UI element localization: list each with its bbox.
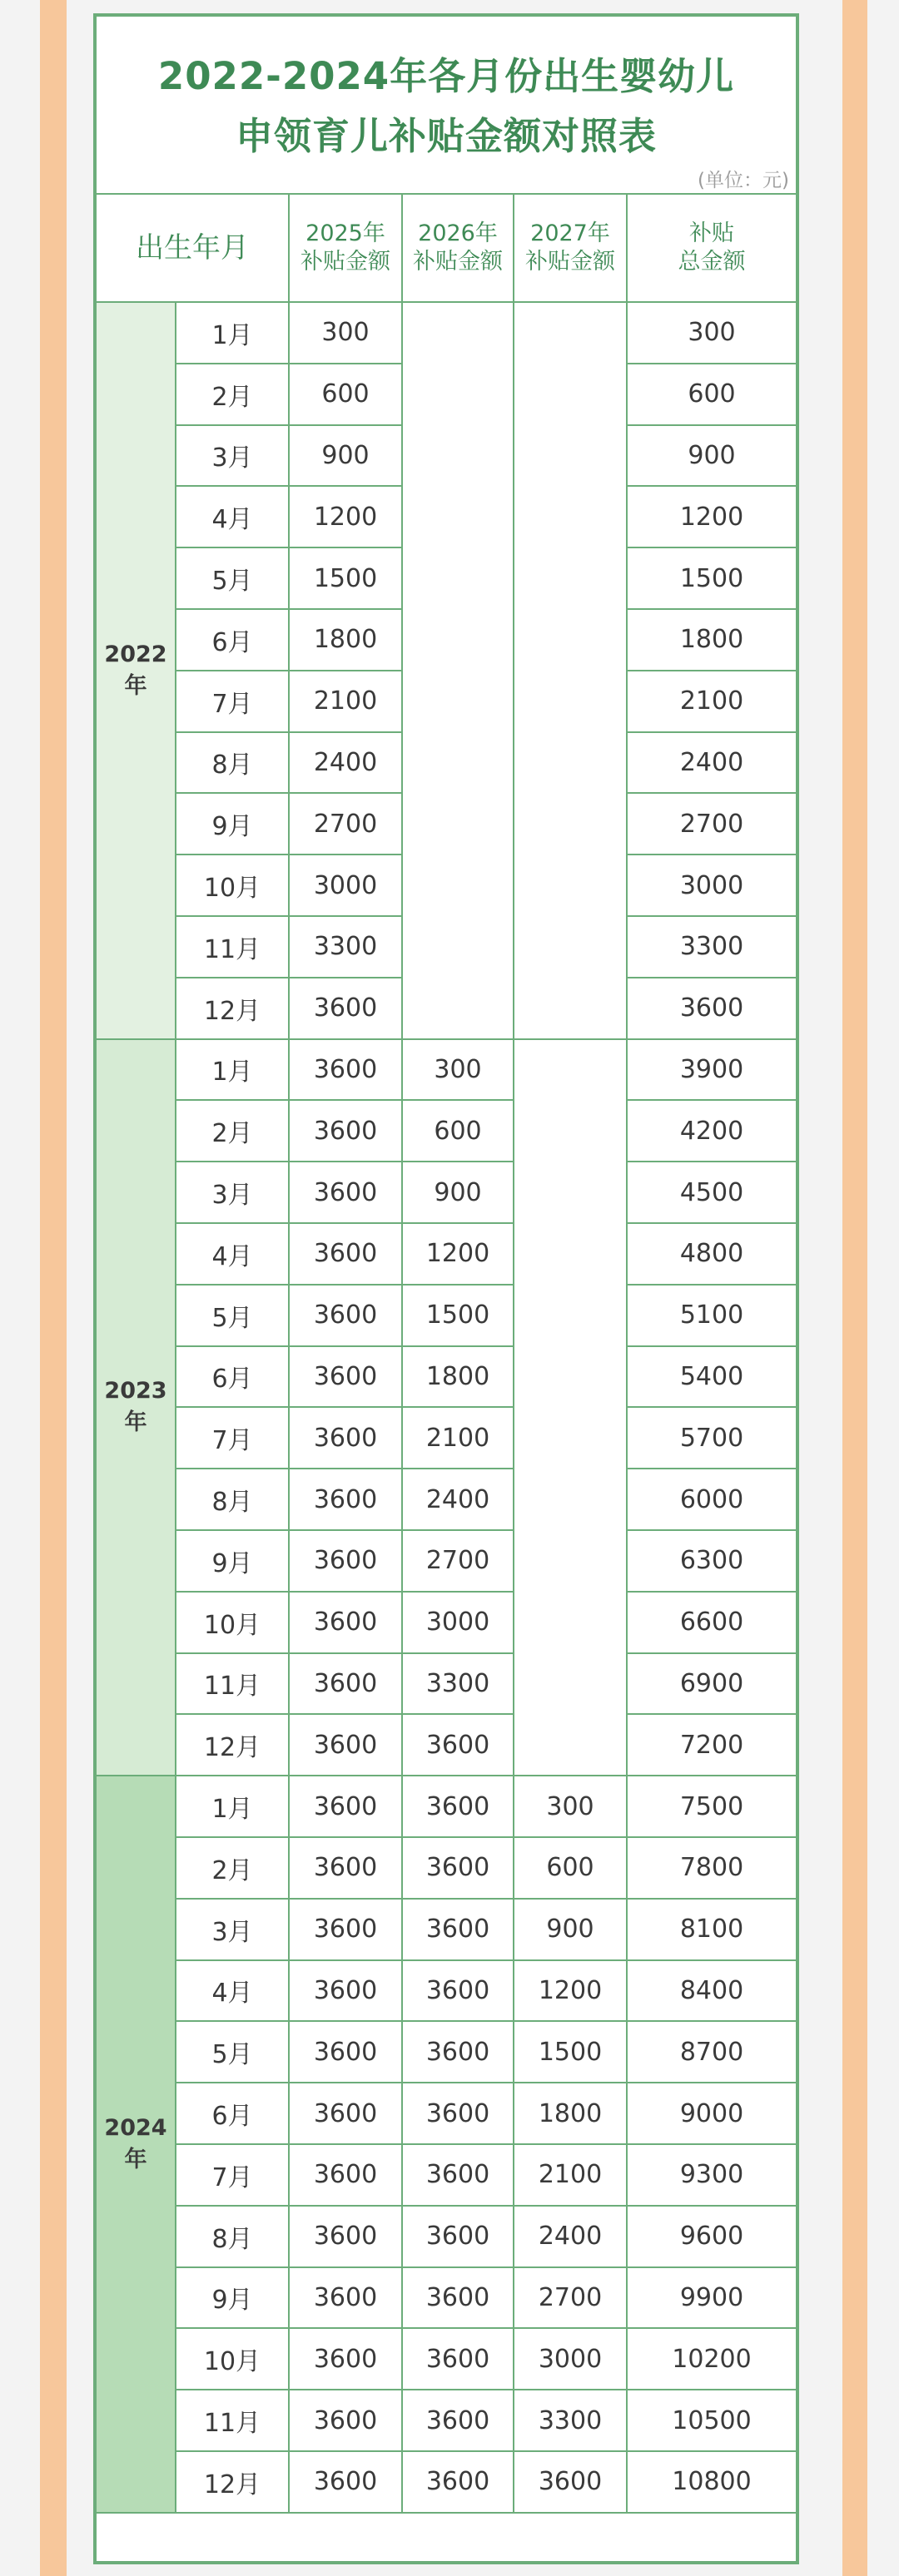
month-cell: 3月 [176,1900,290,1961]
value-2027: 600 [514,1838,628,1900]
value-2026: 3600 [403,2022,514,2083]
value-total: 600 [628,364,796,426]
value-2025: 3300 [290,917,403,978]
value-total: 8400 [628,1961,796,2023]
value-total: 5400 [628,1347,796,1409]
value-2026: 2400 [403,1469,514,1531]
year-label-text: 年 [124,1409,147,1436]
right-decor-band [842,0,867,2576]
value-2025: 3600 [290,1040,403,1102]
year-label-2022 [97,303,176,1040]
value-total: 8100 [628,1900,796,1961]
value-total: 6300 [628,1531,796,1593]
value-total: 1500 [628,548,796,610]
month-cell: 6月 [176,2083,290,2145]
month-cell: 1月 [176,1776,290,1838]
value-2025: 3600 [290,1776,403,1838]
value-2025: 3600 [290,2207,403,2268]
month-cell: 12月 [176,1715,290,1776]
value-2026: 3600 [403,2452,514,2514]
month-cell: 9月 [176,2268,290,2330]
header-2026 [403,195,514,303]
month-cell: 1月 [176,303,290,364]
value-2027: 2100 [514,2145,628,2207]
year-label-2023 [97,1040,176,1777]
empty-2026-block [403,303,514,1040]
value-2025: 3600 [290,2145,403,2207]
value-2026: 3600 [403,2207,514,2268]
header-line: 补贴金额 [300,249,390,275]
header-line: 2026年 [418,220,498,246]
value-2025: 3600 [290,1224,403,1286]
value-2027: 3000 [514,2329,628,2390]
value-2026: 300 [403,1040,514,1102]
title-line-2: 申领育儿补贴金额对照表 [235,114,657,158]
value-total: 4800 [628,1224,796,1286]
month-cell: 1月 [176,1040,290,1102]
value-total: 6600 [628,1593,796,1654]
month-cell: 4月 [176,487,290,548]
value-total: 7800 [628,1838,796,1900]
value-total: 8700 [628,2022,796,2083]
value-2026: 3300 [403,1654,514,1716]
value-2027: 3300 [514,2390,628,2452]
value-total: 3000 [628,855,796,917]
unit-label: (单位：元) [698,170,789,191]
value-total: 10200 [628,2329,796,2390]
subsidy-card [93,13,799,2564]
month-cell: 8月 [176,733,290,795]
value-2025: 3600 [290,2452,403,2514]
value-2025: 3600 [290,1593,403,1654]
value-total: 7200 [628,1715,796,1776]
value-2026: 3600 [403,2083,514,2145]
value-2025: 1500 [290,548,403,610]
month-cell: 9月 [176,794,290,855]
value-2026: 2100 [403,1408,514,1469]
month-cell: 2月 [176,1101,290,1162]
value-total: 5100 [628,1286,796,1347]
value-2026: 3600 [403,1961,514,2023]
value-total: 10500 [628,2390,796,2452]
month-cell: 6月 [176,610,290,671]
month-cell: 7月 [176,671,290,733]
value-2027: 2400 [514,2207,628,2268]
month-cell: 7月 [176,1408,290,1469]
left-decor-band [40,0,67,2576]
value-2025: 300 [290,303,403,364]
value-2027: 1200 [514,1961,628,2023]
value-2027: 2700 [514,2268,628,2330]
header-line: 2025年 [305,220,385,246]
value-2025: 3600 [290,1838,403,1900]
value-2026: 1500 [403,1286,514,1347]
year-label-text: 2022 [104,641,167,667]
value-2026: 3600 [403,2145,514,2207]
month-cell: 10月 [176,2329,290,2390]
month-cell: 8月 [176,1469,290,1531]
value-total: 9300 [628,2145,796,2207]
page-title [97,47,796,166]
month-cell: 5月 [176,548,290,610]
value-2025: 1800 [290,610,403,671]
month-cell: 4月 [176,1961,290,2023]
month-cell: 2月 [176,364,290,426]
month-cell: 3月 [176,426,290,488]
header-birth-month: 出生年月 [97,195,290,303]
value-2025: 3600 [290,1347,403,1409]
value-2027: 1800 [514,2083,628,2145]
value-2025: 1200 [290,487,403,548]
value-2025: 3000 [290,855,403,917]
value-total: 4500 [628,1162,796,1224]
value-2025: 3600 [290,1162,403,1224]
header-line: 补贴金额 [525,249,615,275]
value-total: 3900 [628,1040,796,1102]
value-2025: 2100 [290,671,403,733]
value-total: 2400 [628,733,796,795]
value-2025: 2400 [290,733,403,795]
month-cell: 7月 [176,2145,290,2207]
year-label-text: 年 [124,2146,147,2172]
value-total: 6000 [628,1469,796,1531]
month-cell: 11月 [176,2390,290,2452]
year-label-2024 [97,1776,176,2514]
header-total [628,195,796,303]
value-total: 9600 [628,2207,796,2268]
value-2025: 3600 [290,978,403,1040]
month-cell: 3月 [176,1162,290,1224]
value-2026: 1800 [403,1347,514,1409]
value-2026: 2700 [403,1531,514,1593]
value-total: 5700 [628,1408,796,1469]
value-total: 300 [628,303,796,364]
month-cell: 6月 [176,1347,290,1409]
month-cell: 2月 [176,1838,290,1900]
value-2025: 3600 [290,1286,403,1347]
title-line-1: 2022-2024年各月份出生婴幼儿 [157,54,735,98]
value-2025: 3600 [290,2268,403,2330]
year-label-text: 2023 [104,1378,167,1404]
value-total: 4200 [628,1101,796,1162]
value-total: 2700 [628,794,796,855]
month-cell: 5月 [176,2022,290,2083]
value-2025: 3600 [290,1408,403,1469]
subsidy-table [97,193,796,2566]
value-2026: 3600 [403,1838,514,1900]
value-2026: 3600 [403,1715,514,1776]
month-cell: 5月 [176,1286,290,1347]
value-2026: 3600 [403,2268,514,2330]
header-line: 总金额 [678,249,746,275]
value-2025: 600 [290,364,403,426]
value-2027: 900 [514,1900,628,1961]
value-2026: 1200 [403,1224,514,1286]
value-2025: 3600 [290,1654,403,1716]
year-label-text: 年 [124,672,147,699]
value-2026: 600 [403,1101,514,1162]
value-2026: 3600 [403,1776,514,1838]
value-total: 9900 [628,2268,796,2330]
value-2026: 3600 [403,2390,514,2452]
value-total: 1200 [628,487,796,548]
header-2025 [290,195,403,303]
value-2027: 1500 [514,2022,628,2083]
month-cell: 12月 [176,2452,290,2514]
value-2026: 3600 [403,1900,514,1961]
value-2025: 3600 [290,2390,403,2452]
month-cell: 11月 [176,1654,290,1716]
value-2027: 300 [514,1776,628,1838]
value-total: 900 [628,426,796,488]
value-2025: 3600 [290,1531,403,1593]
header-line: 补贴 [689,220,734,246]
month-cell: 11月 [176,917,290,978]
value-2025: 3600 [290,1961,403,2023]
month-cell: 12月 [176,978,290,1040]
value-2025: 3600 [290,1101,403,1162]
value-total: 1800 [628,610,796,671]
year-label-text: 2024 [104,2114,167,2141]
value-2027: 3600 [514,2452,628,2514]
value-2026: 3600 [403,2329,514,2390]
value-total: 7500 [628,1776,796,1838]
value-total: 2100 [628,671,796,733]
value-2025: 2700 [290,794,403,855]
empty-2027-block [514,1040,628,1777]
month-cell: 4月 [176,1224,290,1286]
month-cell: 8月 [176,2207,290,2268]
month-cell: 10月 [176,1593,290,1654]
header-2027 [514,195,628,303]
value-2025: 3600 [290,2329,403,2390]
value-2025: 3600 [290,2083,403,2145]
month-cell: 9月 [176,1531,290,1593]
empty-2027-block [514,303,628,1040]
value-2025: 3600 [290,1900,403,1961]
value-total: 3300 [628,917,796,978]
header-line: 2027年 [530,220,610,246]
value-2025: 3600 [290,1469,403,1531]
value-total: 10800 [628,2452,796,2514]
value-2025: 3600 [290,2022,403,2083]
header-line: 补贴金额 [413,249,503,275]
value-total: 3600 [628,978,796,1040]
value-2026: 900 [403,1162,514,1224]
value-total: 6900 [628,1654,796,1716]
month-cell: 10月 [176,855,290,917]
value-2025: 900 [290,426,403,488]
value-total: 9000 [628,2083,796,2145]
value-2025: 3600 [290,1715,403,1776]
value-2026: 3000 [403,1593,514,1654]
